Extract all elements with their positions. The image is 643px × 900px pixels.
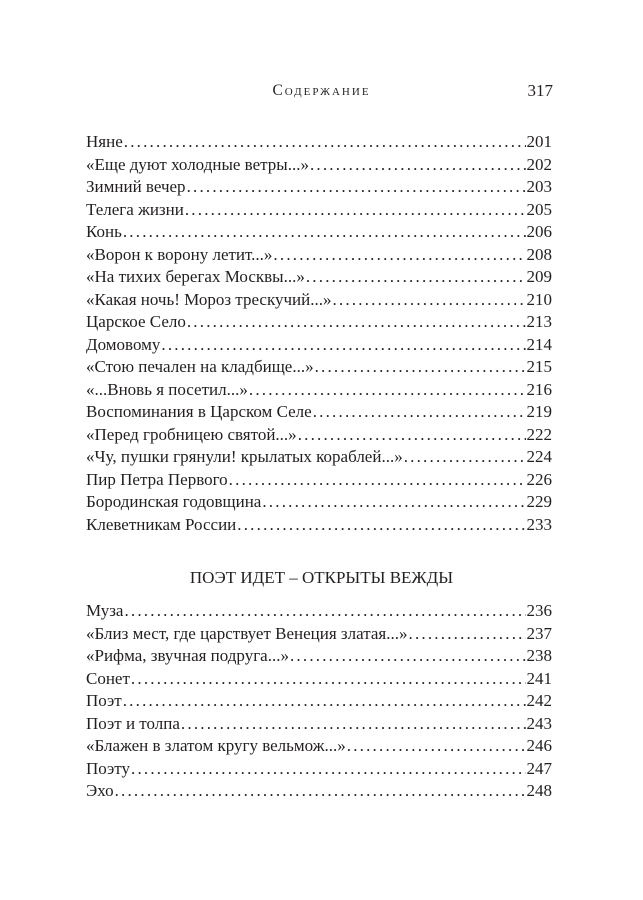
toc-entry-title: «Близ мест, где царствует Венеция златая...» — [86, 623, 408, 643]
toc-entry-title: Эхо — [86, 781, 114, 800]
running-head — [0, 80, 643, 102]
toc-entry-title: Телега жизни — [86, 199, 184, 219]
toc-entry-title: «На тихих берегах Москвы...» — [86, 267, 305, 286]
toc-entry-title: Пир Петра Первого — [86, 469, 228, 489]
toc-entry-page: 241 — [526, 668, 552, 688]
dot-leader — [310, 154, 526, 177]
toc-entry[interactable] — [86, 514, 552, 537]
dot-leader — [404, 446, 526, 469]
dot-leader — [115, 780, 526, 803]
toc-entry-page: 222 — [526, 424, 552, 444]
toc-entry-title: «Блажен в златом кругу вельмож...» — [86, 736, 346, 755]
toc-entry[interactable] — [86, 600, 552, 623]
toc-entry[interactable] — [86, 469, 552, 492]
toc-entry-title: «Ворон к ворону летит...» — [86, 244, 273, 264]
toc-entry-page: 205 — [526, 199, 552, 219]
toc-entry-page: 219 — [526, 402, 552, 421]
toc-entry[interactable] — [86, 780, 552, 803]
dot-leader — [124, 131, 526, 154]
toc-section-2 — [86, 600, 552, 803]
toc-entry-title: Бородинская годовщина — [86, 492, 262, 511]
dot-leader — [315, 356, 526, 379]
toc-entry-title: Царское Село — [86, 312, 186, 331]
section-heading: ПОЭТ ИДЕТ – ОТКРЫТЫ ВЕЖДЫ — [189, 568, 454, 587]
toc-entry-title: Клеветникам России — [86, 514, 237, 534]
toc-entry-page: 246 — [526, 736, 552, 755]
toc-entry-title: «Еще дуют холодные ветры...» — [86, 154, 309, 174]
toc-entry-title: «Стою печален на кладбище...» — [86, 357, 314, 376]
toc-entry[interactable] — [86, 446, 552, 469]
toc-entry-page: 247 — [526, 758, 552, 778]
toc-entry-title: «Чу, пушки грянули! крылатых кораблей...» — [86, 447, 403, 466]
toc-entry[interactable] — [86, 690, 552, 713]
toc-entry[interactable] — [86, 266, 552, 289]
toc-entry-page: 201 — [526, 132, 552, 151]
toc-entry-page: 248 — [526, 781, 552, 800]
toc-entry-title: Зимний вечер — [86, 177, 186, 196]
dot-leader — [237, 514, 525, 537]
page-number: 317 — [527, 81, 553, 100]
toc-entry-title: Сонет — [86, 668, 130, 688]
toc-entry[interactable] — [86, 199, 552, 222]
running-head-title: Содержание — [272, 82, 371, 99]
toc-entry[interactable] — [86, 491, 552, 514]
dot-leader — [347, 735, 526, 758]
toc-entry-title: «Перед гробницею святой...» — [86, 424, 297, 444]
toc-entry-page: 214 — [526, 334, 552, 354]
toc-entry-page: 210 — [526, 289, 552, 309]
dot-leader — [187, 311, 526, 334]
toc-entry-title: «...Вновь я посетил...» — [86, 379, 248, 399]
toc-entry-title: Поэту — [86, 758, 130, 778]
dot-leader — [313, 401, 526, 424]
toc-entry-title: Конь — [86, 222, 122, 241]
toc-entry[interactable] — [86, 668, 552, 691]
dot-leader — [262, 491, 525, 514]
toc-entry[interactable] — [86, 623, 552, 646]
dot-leader — [187, 176, 526, 199]
toc-entry[interactable] — [86, 244, 552, 267]
toc-entry-title: «Рифма, звучная подруга...» — [86, 646, 289, 665]
toc-entry-page: 229 — [526, 492, 552, 511]
toc-entry-title: Домовому — [86, 334, 161, 354]
toc-entry[interactable] — [86, 758, 552, 781]
toc-entry-title: Няне — [86, 132, 123, 151]
toc-entry-page: 236 — [526, 601, 552, 620]
toc-entry-title: Воспоминания в Царском Селе — [86, 402, 312, 421]
toc-entry-title: Поэт — [86, 691, 122, 710]
toc-entry-page: 208 — [526, 244, 552, 264]
toc-entry[interactable] — [86, 356, 552, 379]
toc-entry-page: 243 — [526, 713, 552, 733]
toc-entry-page: 203 — [526, 177, 552, 196]
dot-leader — [298, 424, 526, 447]
dot-leader — [131, 758, 526, 781]
dot-leader — [249, 379, 526, 402]
toc-entry[interactable] — [86, 379, 552, 402]
toc-entry[interactable] — [86, 221, 552, 244]
toc-entry[interactable] — [86, 176, 552, 199]
toc-entry-page: 237 — [526, 623, 552, 643]
toc-entry-page: 233 — [526, 514, 552, 534]
toc-entry[interactable] — [86, 713, 552, 736]
dot-leader — [123, 221, 526, 244]
dot-leader — [185, 199, 526, 222]
toc-entry-page: 202 — [526, 154, 552, 174]
toc-entry[interactable] — [86, 424, 552, 447]
dot-leader — [123, 690, 526, 713]
toc-entry[interactable] — [86, 289, 552, 312]
toc-entry-page: 206 — [526, 222, 552, 241]
toc-entry-page: 215 — [526, 357, 552, 376]
toc-entry-title: Муза — [86, 601, 124, 620]
toc-entry-page: 242 — [526, 691, 552, 710]
dot-leader — [181, 713, 526, 736]
dot-leader — [273, 244, 525, 267]
toc-entry-page: 224 — [526, 447, 552, 466]
toc-entry-page: 209 — [526, 267, 552, 286]
toc-entry-page: 216 — [526, 379, 552, 399]
toc-entry-page: 238 — [526, 646, 552, 665]
toc-entry[interactable] — [86, 311, 552, 334]
dot-leader — [290, 645, 526, 668]
dot-leader — [131, 668, 526, 691]
toc-entry-title: «Какая ночь! Мороз трескучий...» — [86, 289, 332, 309]
toc-entry[interactable] — [86, 131, 552, 154]
toc-entry[interactable] — [86, 401, 552, 424]
toc-entry-title: Поэт и толпа — [86, 713, 180, 733]
toc-entry-page: 226 — [526, 469, 552, 489]
toc-entry[interactable] — [86, 735, 552, 758]
toc-entry[interactable] — [86, 154, 552, 177]
dot-leader — [409, 623, 526, 646]
toc-entry[interactable] — [86, 645, 552, 668]
dot-leader — [332, 289, 525, 312]
toc-entry[interactable] — [86, 334, 552, 357]
dot-leader — [161, 334, 525, 357]
toc-entry-page: 213 — [526, 312, 552, 331]
toc-section-1 — [86, 131, 552, 536]
dot-leader — [229, 469, 526, 492]
dot-leader — [124, 600, 525, 623]
dot-leader — [306, 266, 526, 289]
